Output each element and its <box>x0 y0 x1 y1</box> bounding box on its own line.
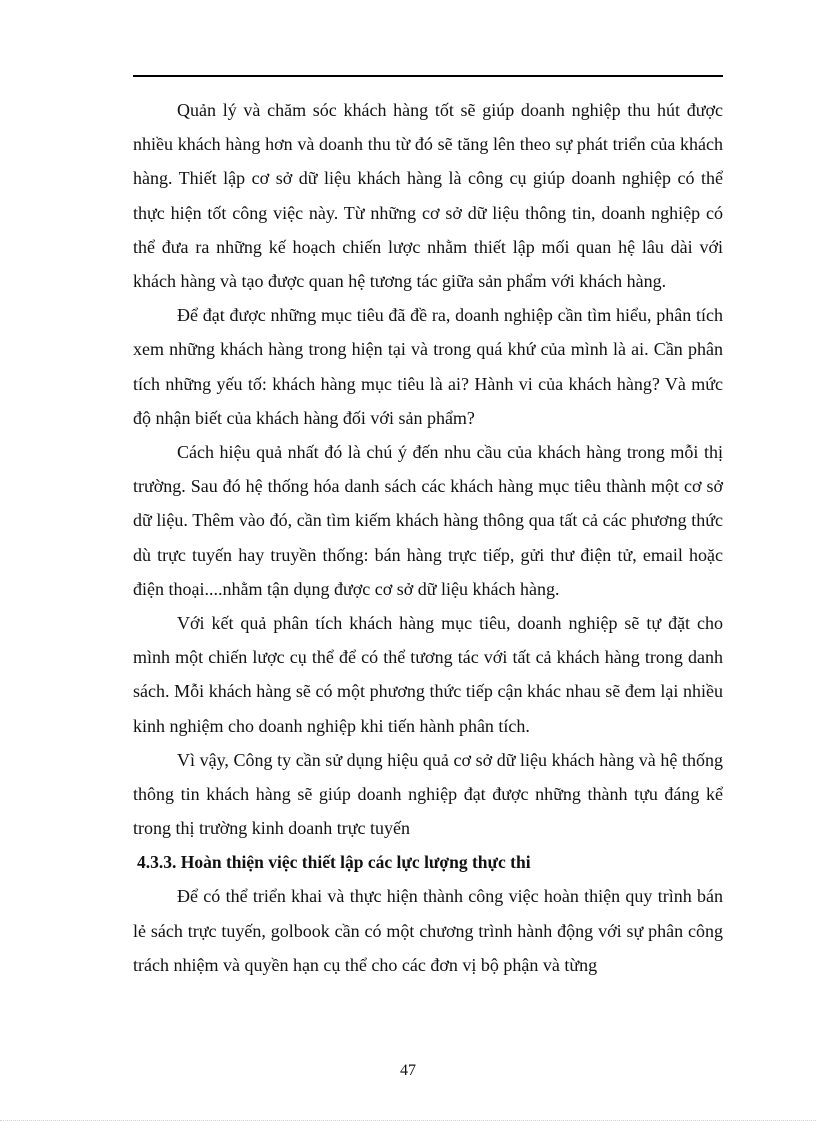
paragraph-customer-care: Quản lý và chăm sóc khách hàng tốt sẽ giúp doanh nghiệp thu hút được nhiều khách hàng hơn và doanh thu từ đó sẽ tăng lên theo sự phát triển của khách hàng. Thiết lập cơ sở dữ liệu khách hàng là công cụ giúp doanh nghiệp có thể thực hiện tốt công việc này. Từ những cơ sở dữ liệu thông tin, doanh nghiệp có thể đưa ra những kế hoạch chiến lược nhằm thiết lập mối quan hệ lâu dài với khách hàng và tạo được quan hệ tương tác giữa sản phẩm với khách hàng. <box>133 100 723 292</box>
header-rule <box>133 75 723 77</box>
page-number: 47 <box>400 1062 416 1079</box>
document-body <box>133 93 723 982</box>
paragraph-section-intro: Để có thể triển khai và thực hiện thành công việc hoàn thiện quy trình bán lẻ sách trực tuyến, golbook cần có một chương trình hành động với sự phân công trách nhiệm và quyền hạn cụ thể cho các đơn vị bộ phận và từng <box>133 886 723 975</box>
page-bottom-border <box>0 1120 816 1121</box>
section-heading: 4.3.3. Hoàn thiện việc thiết lập các lực lượng thực thi <box>137 852 531 873</box>
paragraph-effective-approach: Cách hiệu quả nhất đó là chú ý đến nhu cầu của khách hàng trong mỗi thị trường. Sau đó hệ thống hóa danh sách các khách hàng mục tiêu thành một cơ sở dữ liệu. Thêm vào đó, cần tìm kiếm khách hàng thông qua tất cả các phương thức dù trực tuyến hay truyền thống: bán hàng trực tiếp, gửi thư điện tử, email hoặc điện thoại....nhằm tận dụng được cơ sở dữ liệu khách hàng. <box>133 442 723 599</box>
paragraph-target-strategy: Với kết quả phân tích khách hàng mục tiêu, doanh nghiệp sẽ tự đặt cho mình một chiến lược cụ thể để có thể tương tác với tất cả khách hàng trong danh sách. Mỗi khách hàng sẽ có một phương thức tiếp cận khác nhau sẽ đem lại nhiều kinh nghiệm cho doanh nghiệp khi tiến hành phân tích. <box>133 613 723 736</box>
paragraph-conclusion: Vì vậy, Công ty cần sử dụng hiệu quả cơ sở dữ liệu khách hàng và hệ thống thông tin khách hàng sẽ giúp doanh nghiệp đạt được những thành tựu đáng kể trong thị trường kinh doanh trực tuyến <box>133 749 723 839</box>
paragraph-goals-analysis: Để đạt được những mục tiêu đã đề ra, doanh nghiệp cần tìm hiểu, phân tích xem những khách hàng trong hiện tại và trong quá khứ của mình là ai. Cần phân tích những yếu tố: khách hàng mục tiêu là ai? Hành vi của khách hàng? Và mức độ nhận biết của khách hàng đối với sản phẩm? <box>133 305 723 428</box>
